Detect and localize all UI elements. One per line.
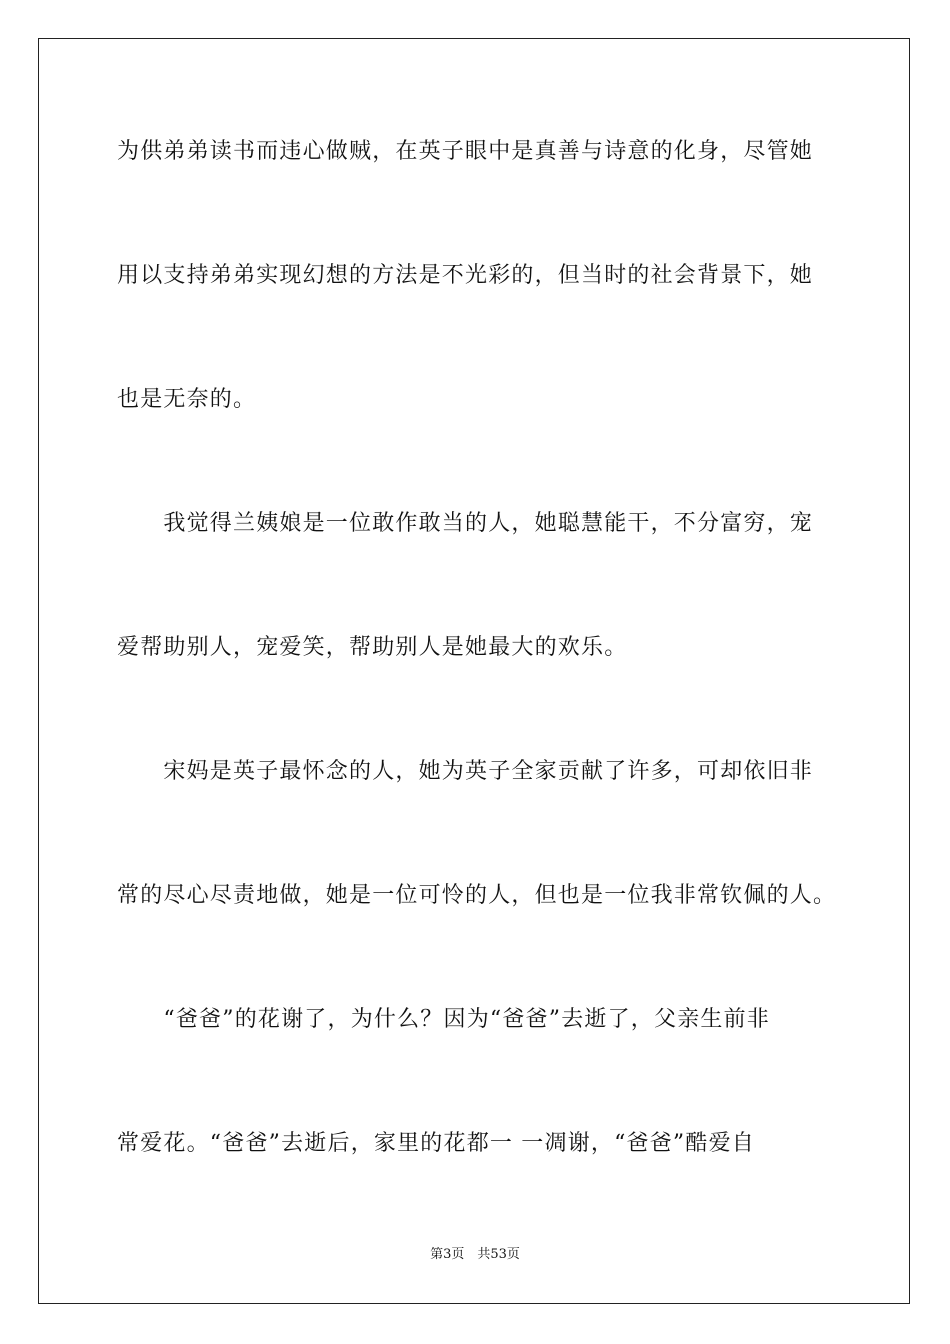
text-line: 用以支持弟弟实现幻想的方法是不光彩的，但当时的社会背景下，她 — [117, 263, 814, 288]
page-number-footer: 第3页 共53页 — [430, 1247, 520, 1262]
page-border — [38, 38, 910, 1304]
text-line: “爸爸”的花谢了，为什么？因为“爸爸”去逝了，父亲生前非 — [117, 1007, 770, 1032]
text-line: 常爱花。“爸爸”去逝后，家里的花都一 一凋谢，“爸爸”酷爱自 — [117, 1131, 755, 1156]
text-line: 常的尽心尽责地做，她是一位可怜的人，但也是一位我非常钦佩的人。 — [117, 883, 837, 908]
text-line: 为供弟弟读书而违心做贼，在英子眼中是真善与诗意的化身，尽管她 — [117, 139, 814, 164]
text-line: 我觉得兰姨娘是一位敢作敢当的人，她聪慧能干，不分富穷，宠 — [117, 511, 814, 536]
text-line: 宋妈是英子最怀念的人，她为英子全家贡献了许多，可却依旧非 — [117, 759, 814, 784]
text-line: 也是无奈的。 — [117, 387, 257, 412]
text-line: 爱帮助别人，宠爱笑，帮助别人是她最大的欢乐。 — [117, 635, 628, 660]
